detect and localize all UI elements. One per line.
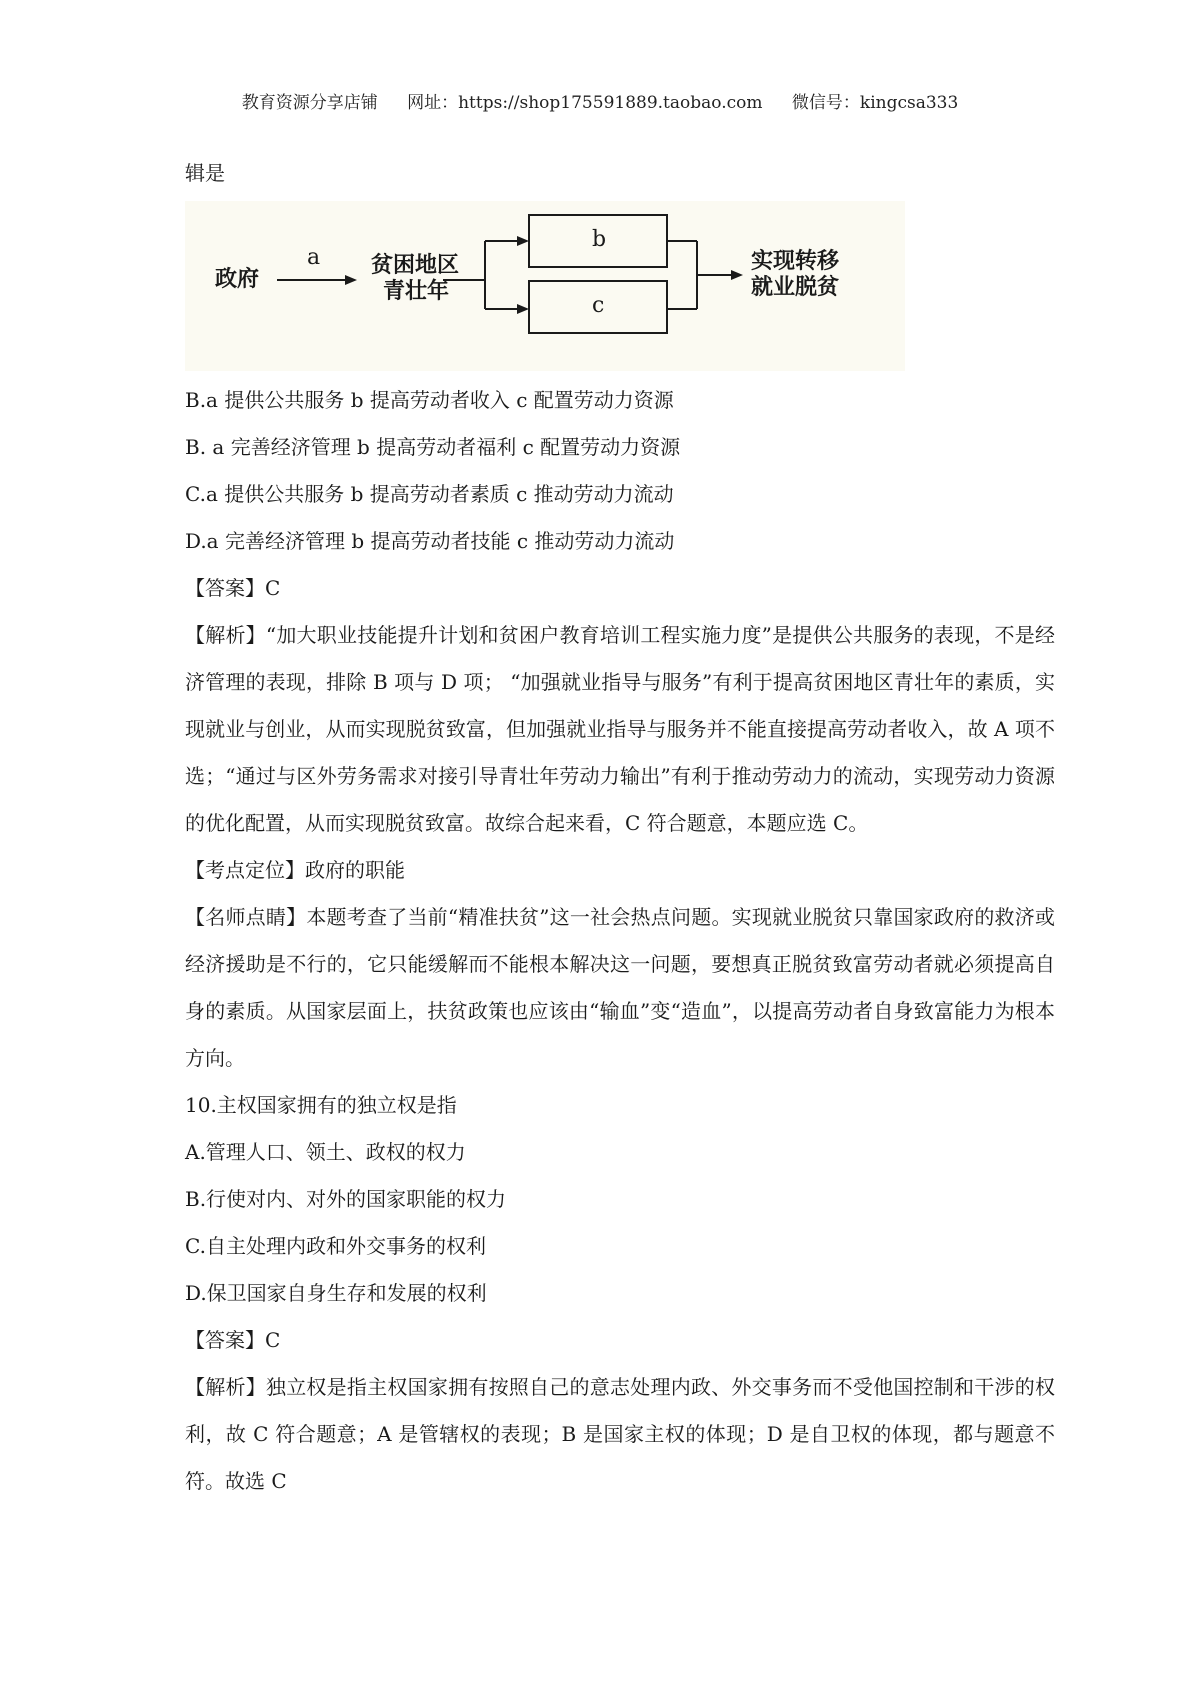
to-c-head — [517, 304, 529, 314]
q10-option-b: B.行使对内、对外的国家职能的权力 — [185, 1187, 507, 1211]
q10-stem: 10.主权国家拥有的独立权是指 — [185, 1093, 457, 1117]
q10-option-a: A.管理人口、领土、政权的权力 — [185, 1140, 466, 1164]
intro-fragment: 辑是 — [185, 161, 225, 185]
q9-option-3: C.a 提供公共服务 b 提高劳动者素质 c 推动劳动力流动 — [185, 482, 674, 506]
q9-knowledge-point: 【考点定位】政府的职能 — [185, 858, 405, 882]
node-target-line1: 贫困地区 — [371, 253, 460, 278]
q10-answer: 【答案】C — [185, 1328, 281, 1352]
flow-diagram — [185, 201, 905, 371]
q10-option-d: D.保卫国家自身生存和发展的权利 — [185, 1281, 487, 1305]
q9-option-4: D.a 完善经济管理 b 提高劳动者技能 c 推动劳动力流动 — [185, 529, 675, 553]
box-b-label: b — [592, 227, 607, 252]
to-result-head — [731, 270, 743, 280]
q9-option-1: B.a 提供公共服务 b 提高劳动者收入 c 配置劳动力资源 — [185, 388, 674, 412]
arrow-a-head — [345, 275, 357, 285]
arrow-a-label: a — [307, 245, 321, 270]
q9-answer: 【答案】C — [185, 576, 281, 600]
node-result-line2: 就业脱贫 — [751, 275, 840, 300]
q10-option-c: C.自主处理内政和外交事务的权利 — [185, 1234, 486, 1258]
document-body — [185, 150, 1055, 1505]
box-c-label: c — [592, 293, 605, 318]
node-result-line1: 实现转移 — [751, 249, 840, 274]
page-header — [0, 88, 1200, 113]
q9-teacher-comment: 【名师点睛】本题考查了当前“精准扶贫”这一社会热点问题。实现就业脱贫只靠国家政府的救济或经济援助是不行的，它只能缓解而不能根本解决这一问题，要想真正脱贫致富劳动者就必须提高自身的素质。从国家层面上，扶贫政策也应该由“输血”变“造血”，以提高劳动者自身致富能力为根本方向。 — [185, 905, 1055, 1070]
node-target-line2: 青壮年 — [383, 279, 450, 304]
header-wechat: 微信号：kingcsa333 — [791, 93, 959, 113]
node-government: 政府 — [215, 267, 260, 292]
header-shop: 教育资源分享店铺 — [241, 93, 378, 113]
q9-option-2: B. a 完善经济管理 b 提高劳动者福利 c 配置劳动力资源 — [185, 435, 681, 459]
to-b-head — [517, 236, 529, 246]
header-url: 网址：https://shop175591889.taobao.com — [407, 93, 763, 113]
q9-analysis: 【解析】“加大职业技能提升计划和贫困户教育培训工程实施力度”是提供公共服务的表现，不是经济管理的表现，排除 B 项与 D 项； “加强就业指导与服务”有利于提高贫困地区青壮年的素质，实现就业与创业，从而实现脱贫致富，但加强就业指导与服务并不能直接提高劳动者收入，故 A 项不选；“通过与区外劳务需求对接引导青壮年劳动力输出”有利于推动劳动力的流动，实现劳动力资源的优化配置，从而实现脱贫致富。故综合起来看，C 符合题意，本题应选 C。 — [185, 623, 1055, 835]
q10-analysis: 【解析】独立权是指主权国家拥有按照自己的意志处理内政、外交事务而不受他国控制和干涉的权利，故 C 符合题意；A 是管辖权的表现；B 是国家主权的体现；D 是自卫权的体现，都与题意不符。故选 C — [185, 1375, 1055, 1493]
